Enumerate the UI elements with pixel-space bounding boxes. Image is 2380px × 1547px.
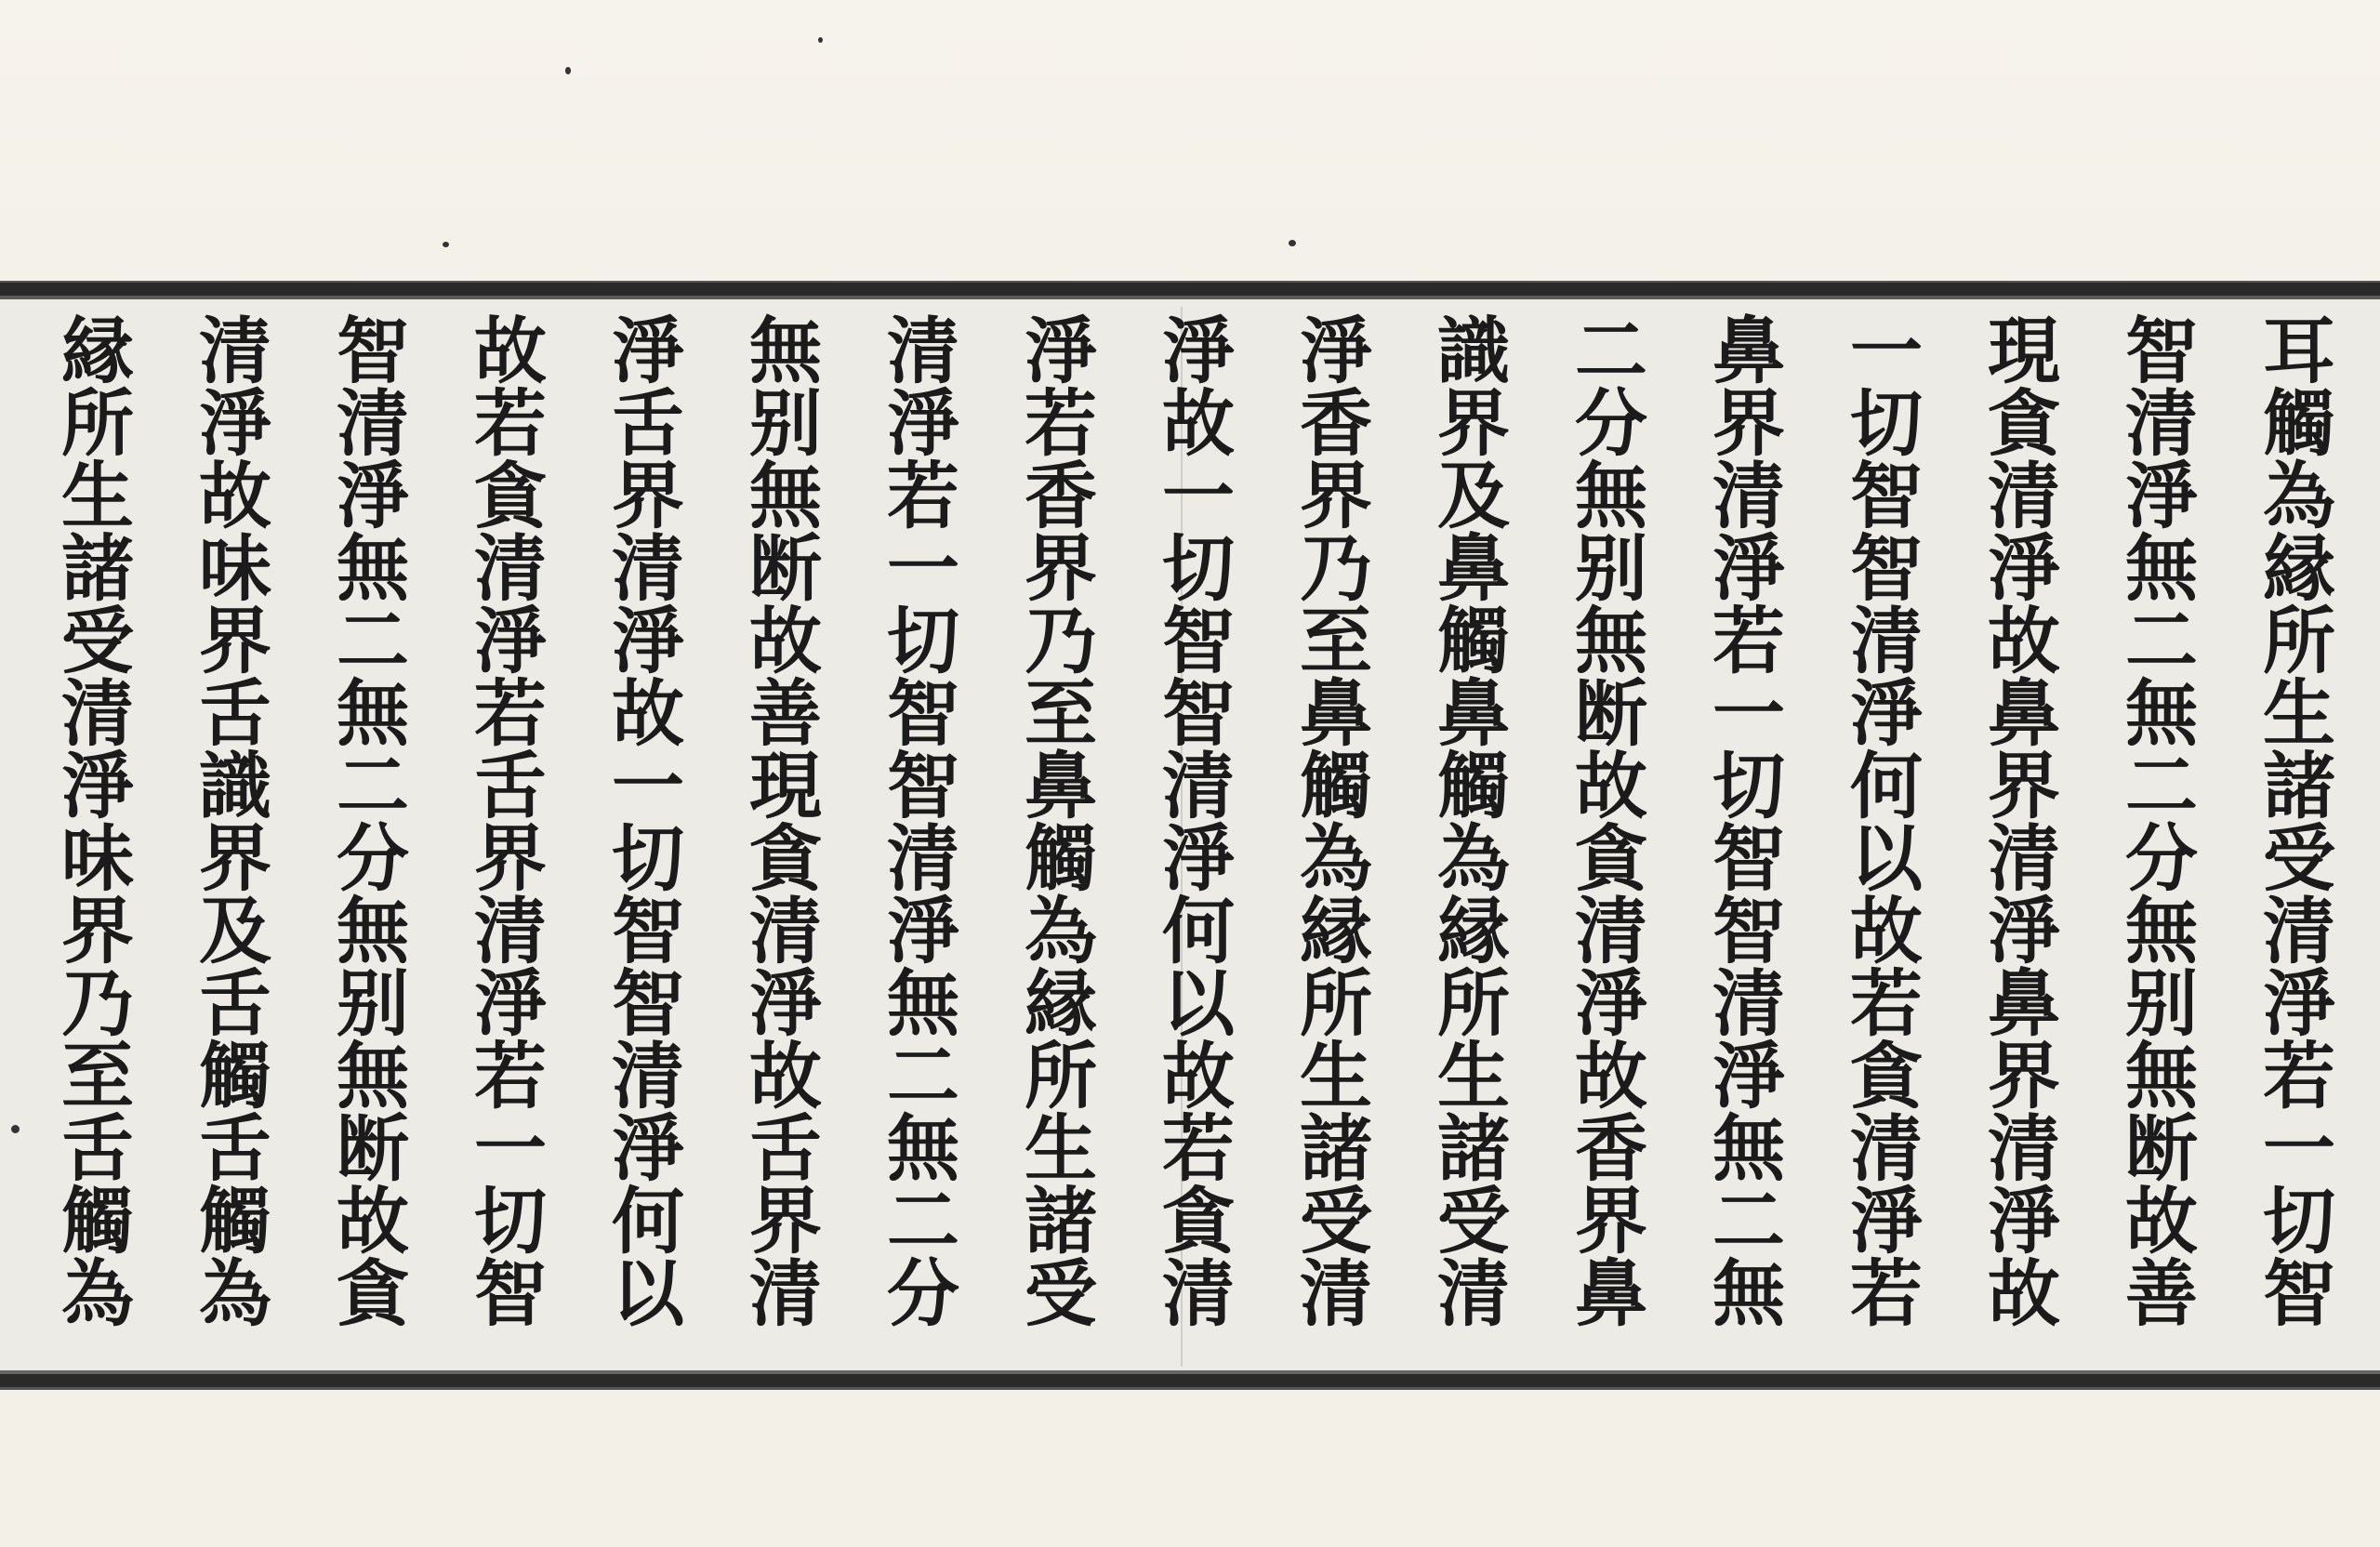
column-text: 清淨若一切智智清淨無二無二分 [875, 312, 959, 1328]
text-column [1673, 312, 1811, 1363]
text-column [0, 312, 22, 1363]
text-column [2086, 312, 2224, 1363]
column-text: 現貪清淨故鼻界清淨鼻界清淨故 [1976, 312, 2060, 1328]
text-column [160, 312, 298, 1363]
top-border-rule [0, 283, 2380, 296]
column-text: 清淨故味界舌識界及舌觸舌觸為 [187, 312, 271, 1328]
column-text: 二分無别無断故貪清淨故香界鼻 [1563, 312, 1647, 1328]
column-text: 淨舌界清淨故一切智智清淨何以 [600, 312, 684, 1328]
column-text: 淨香界乃至鼻觸為縁所生諸受清 [1288, 312, 1372, 1328]
text-column [1123, 312, 1261, 1363]
column-text: 智清淨無二無二分無别無断故善 [2113, 312, 2198, 1328]
ink-speck [443, 242, 449, 247]
text-column [2224, 312, 2361, 1363]
ink-speck [1289, 240, 1296, 246]
text-column [1536, 312, 1673, 1363]
text-column [710, 312, 848, 1363]
text-column [435, 312, 573, 1363]
column-text: 無别無断故善現貪清淨故舌界清 [737, 312, 822, 1328]
bottom-border-rule [0, 1374, 2380, 1387]
text-column [848, 312, 985, 1363]
text-column [985, 312, 1123, 1363]
column-text: 智清淨無二無二分無别無断故貪 [324, 312, 409, 1328]
text-column [298, 312, 435, 1363]
text-column [1811, 312, 1949, 1363]
text-column [1261, 312, 1398, 1363]
text-columns [37, 312, 2361, 1363]
column-text: 故若貪清淨若舌界清淨若一切智 [462, 312, 547, 1328]
column-text: 淨若香界乃至鼻觸為縁所生諸受 [1012, 312, 1097, 1328]
text-column [1949, 312, 2086, 1363]
text-column [573, 312, 710, 1363]
ink-speck [565, 67, 571, 74]
column-text: 識界及鼻觸鼻觸為縁所生諸受清 [1425, 312, 1510, 1328]
ink-speck [818, 37, 823, 43]
text-column [1398, 312, 1536, 1363]
column-text: 耳觸為縁所生諸受清淨若一切智 [2251, 312, 2335, 1328]
column-text: 一切智智清淨何以故若貪清淨若 [1838, 312, 1923, 1328]
column-text: 鼻界清淨若一切智智清淨無二無 [1700, 312, 1785, 1328]
column-text: 縁所生諸受清淨味界乃至舌觸為 [49, 312, 134, 1328]
column-text: 淨故一切智智清淨何以故若貪清 [1150, 312, 1235, 1328]
text-column [22, 312, 160, 1363]
